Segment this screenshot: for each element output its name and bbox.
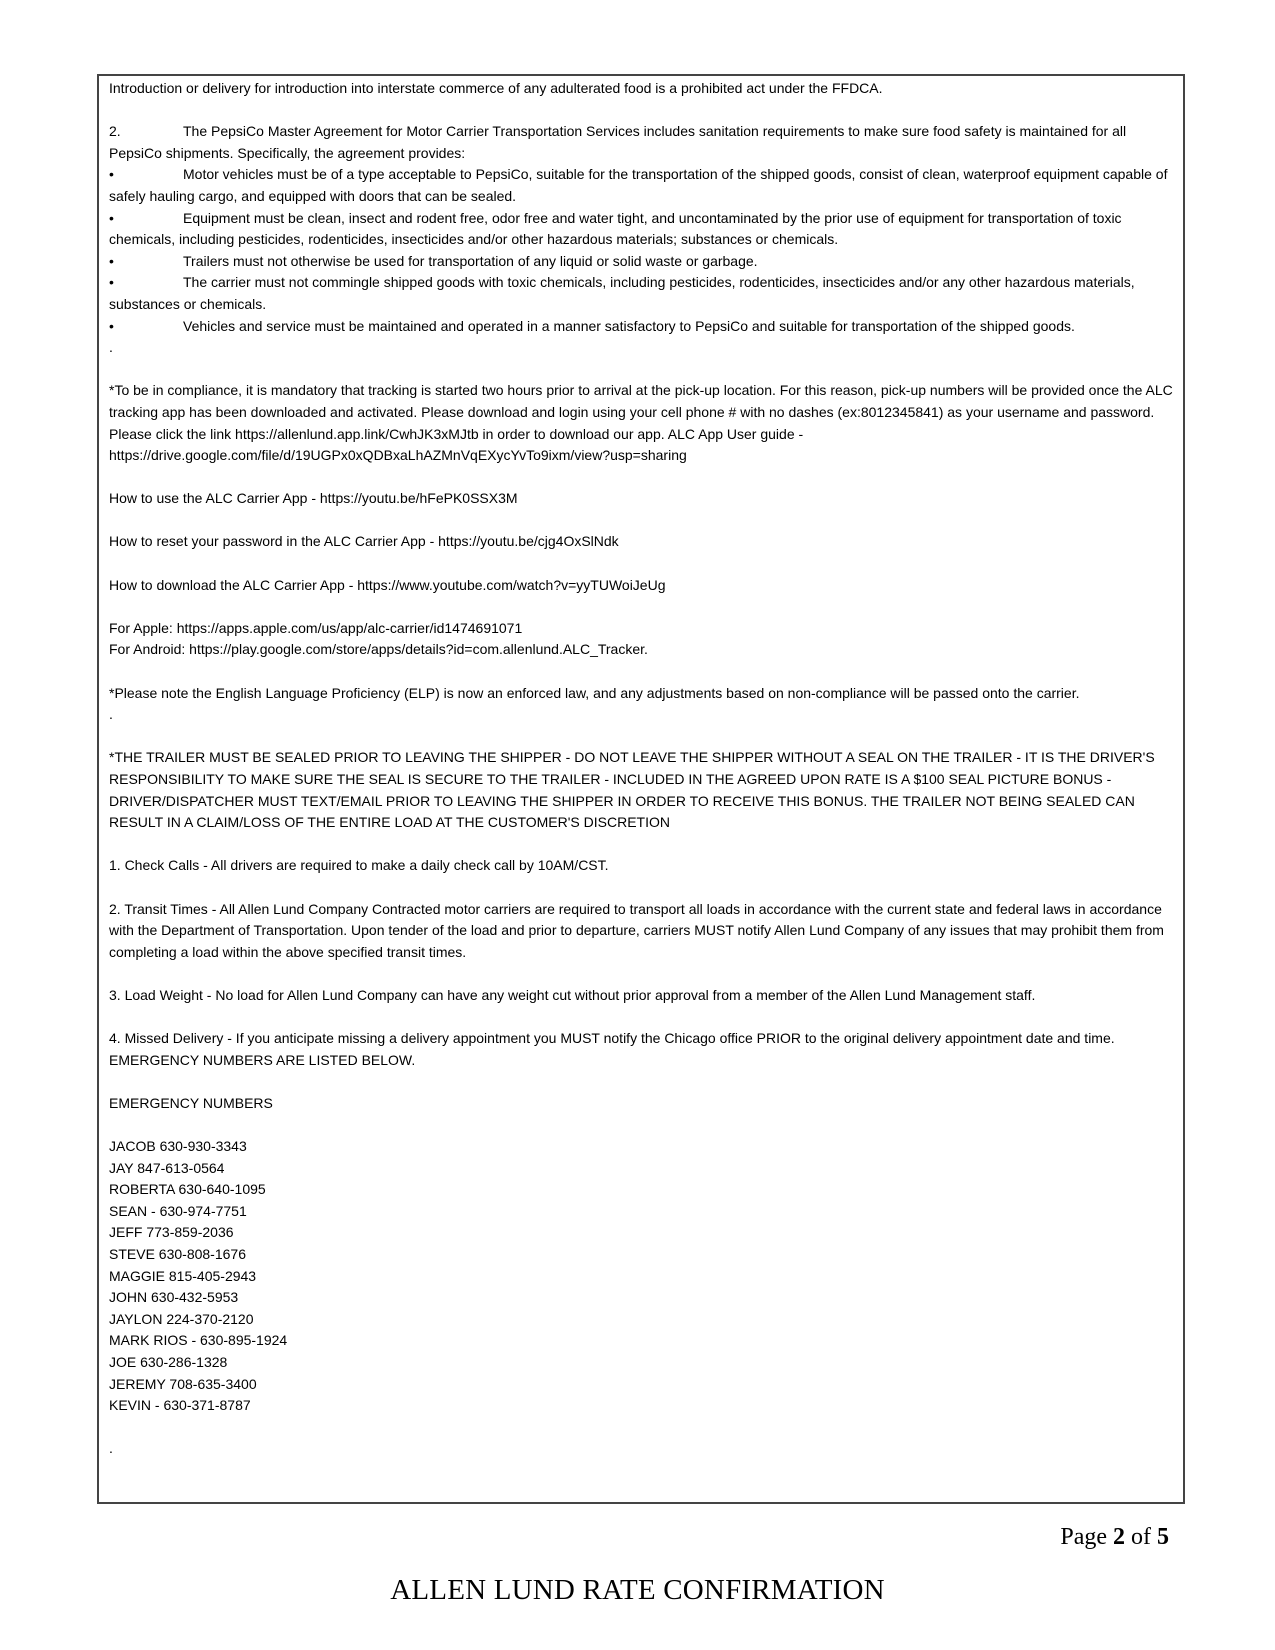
bullet-text: Motor vehicles must be of a type acceptable to PepsiCo, suitable for the transportation of the shipped goods, consist of clean, waterproof equipment capable of safely hauling cargo, and equipped with doors that can be sealed. xyxy=(109,166,1168,204)
rule-check-calls: 1. Check Calls - All drivers are required to make a daily check call by 10AM/CST. xyxy=(109,857,609,874)
contact-line: MARK RIOS - 630-895-1924 xyxy=(109,1332,288,1349)
rule-load-weight: 3. Load Weight - No load for Allen Lund Company can have any weight cut without prior approval from a member of the Allen Lund Management staff. xyxy=(109,986,1036,1003)
howto-use-link[interactable]: How to use the ALC Carrier App - https://youtu.be/hFePK0SSX3M xyxy=(109,490,518,507)
bullet-text: Trailers must not otherwise be used for transportation of any liquid or solid waste or garbage. xyxy=(183,252,758,269)
bullet-text: The carrier must not commingle shipped goods with toxic chemicals, including pesticides, rodenticides, insecticides and/or any other hazardous materials, substances or chemicals. xyxy=(109,274,1135,312)
apple-link[interactable]: For Apple: https://apps.apple.com/us/app/alc-carrier/id1474691071 xyxy=(109,619,523,636)
dot-separator: . xyxy=(109,706,113,723)
contact-line: JOE 630-286-1328 xyxy=(109,1354,228,1371)
contact-line: JEFF 773-859-2036 xyxy=(109,1224,234,1241)
blank-line xyxy=(109,1417,1173,1439)
contact-line: JACOB 630-930-3343 xyxy=(109,1138,247,1155)
elp-note: *Please note the English Language Proficiency (ELP) is now an enforced law, and any adjustments based on non-compliance will be passed onto the carrier. xyxy=(109,684,1080,701)
section-2-number: 2. xyxy=(109,123,121,140)
bullet-item xyxy=(109,164,1173,207)
blank-line xyxy=(109,467,1173,489)
page-current: 2 xyxy=(1113,1524,1125,1550)
bullet-icon: • xyxy=(109,274,114,291)
blank-line xyxy=(109,510,1173,532)
page-total: 5 xyxy=(1157,1524,1169,1550)
emergency-heading: EMERGENCY NUMBERS xyxy=(109,1094,273,1111)
blank-line xyxy=(109,100,1173,122)
seal-notice: *THE TRAILER MUST BE SEALED PRIOR TO LEAVING THE SHIPPER - DO NOT LEAVE THE SHIPPER WITHOUT A SEAL ON THE TRAILER - IT IS THE DRIVER'S RESPONSIBILITY TO MAKE SURE THE SEAL IS SECURE TO THE TRAILER - INCLUDED IN THE AGREED UPON RATE IS A $100 SEAL PICTURE BONUS - DRIVER/DISPATCHER MUST TEXT/EMAIL PRIOR TO LEAVING THE SHIPPER IN ORDER TO RECEIVE THIS BONUS. THE TRAILER NOT BEING SEALED CAN RESULT IN A CLAIM/LOSS OF THE ENTIRE LOAD AT THE CUSTOMER'S DISCRETION xyxy=(109,749,1155,831)
howto-reset-link[interactable]: How to reset your password in the ALC Carrier App - https://youtu.be/cjg4OxSlNdk xyxy=(109,533,619,550)
contact-line: STEVE 630-808-1676 xyxy=(109,1246,246,1263)
contact-line: JAYLON 224-370-2120 xyxy=(109,1310,254,1327)
dot-separator: . xyxy=(109,339,113,356)
bullet-item xyxy=(109,272,1173,315)
blank-line xyxy=(109,596,1173,618)
contact-line: JOHN 630-432-5953 xyxy=(109,1289,239,1306)
android-link[interactable]: For Android: https://play.google.com/store/apps/details?id=com.allenlund.ALC_Tracker. xyxy=(109,641,648,658)
blank-line xyxy=(109,1115,1173,1137)
blank-line xyxy=(109,1007,1173,1029)
contact-line: KEVIN - 630-371-8787 xyxy=(109,1397,251,1414)
rule-transit-times: 2. Transit Times - All Allen Lund Company Contracted motor carriers are required to transport all loads in accordance with the current state and federal laws in accordance with the Department of Transportation. Upon tender of the load and prior to departure, carriers MUST notify Allen Lund Company of any issues that may prohibit them from completing a load within the above specified transit times. xyxy=(109,900,1164,960)
contact-line: SEAN - 630-974-7751 xyxy=(109,1202,247,1219)
blank-line xyxy=(109,877,1173,899)
page-number xyxy=(1060,1524,1169,1551)
blank-line xyxy=(109,726,1173,748)
page-prefix: Page xyxy=(1060,1524,1113,1550)
blank-line xyxy=(109,1071,1173,1093)
bullet-icon: • xyxy=(109,166,114,183)
intro-paragraph: Introduction or delivery for introduction into interstate commerce of any adulterated food is a prohibited act under the FFDCA. xyxy=(109,80,883,96)
page-separator: of xyxy=(1125,1524,1157,1550)
blank-line xyxy=(109,963,1173,985)
document-title: ALLEN LUND RATE CONFIRMATION xyxy=(390,1574,885,1606)
contact-line: JAY 847-613-0564 xyxy=(109,1159,225,1176)
contact-line: JEREMY 708-635-3400 xyxy=(109,1375,257,1392)
blank-line xyxy=(109,553,1173,575)
tracking-paragraph: *To be in compliance, it is mandatory that tracking is started two hours prior to arrival at the pick-up location. For this reason, pick-up numbers will be provided once the ALC tracking app has been downloaded and activated. Please download and login using your cell phone # with no dashes (ex:8012345841) as your username and password. Please click the link https://allenlund.app.link/CwhJK3xMJtb in order to download our app. ALC App User guide - https://drive.google.com/file/d/19UGPx0xQDBxaLhAZMnVqEXycYvTo9ixm/view?usp=sharing xyxy=(109,382,1173,464)
contact-line: ROBERTA 630-640-1095 xyxy=(109,1181,266,1198)
howto-download-link[interactable]: How to download the ALC Carrier App - https://www.youtube.com/watch?v=yyTUWoiJeUg xyxy=(109,576,666,593)
dot-separator: . xyxy=(109,1440,113,1457)
blank-line xyxy=(109,359,1173,381)
bullet-item xyxy=(109,251,1173,273)
bullet-text: Equipment must be clean, insect and rodent free, odor free and water tight, and uncontaminated by the prior use of equipment for transportation of toxic chemicals, including pesticides, rodenticides, insecticides and/or other hazardous materials; substances or chemicals. xyxy=(109,209,1122,248)
bullet-item xyxy=(109,316,1173,338)
terms-box xyxy=(97,74,1185,1504)
bullet-item xyxy=(109,208,1173,251)
blank-line xyxy=(109,661,1173,683)
rule-missed-delivery: 4. Missed Delivery - If you anticipate missing a delivery appointment you MUST notify the Chicago office PRIOR to the original delivery appointment date and time. EMERGENCY NUMBERS ARE LISTED BELOW. xyxy=(109,1030,1115,1068)
bullet-icon: • xyxy=(109,317,114,334)
blank-line xyxy=(109,834,1173,856)
section-2-text: The PepsiCo Master Agreement for Motor Carrier Transportation Services includes sanitation requirements to make sure food safety is maintained for all PepsiCo shipments. Specifically, the agreement provides: xyxy=(109,123,1127,161)
bullet-text: Vehicles and service must be maintained and operated in a manner satisfactory to PepsiCo and suitable for transportation of the shipped goods. xyxy=(183,317,1075,334)
bullet-icon: • xyxy=(109,209,114,226)
bullet-icon: • xyxy=(109,252,114,269)
contact-line: MAGGIE 815-405-2943 xyxy=(109,1267,257,1284)
section-2-paragraph xyxy=(109,121,1173,164)
